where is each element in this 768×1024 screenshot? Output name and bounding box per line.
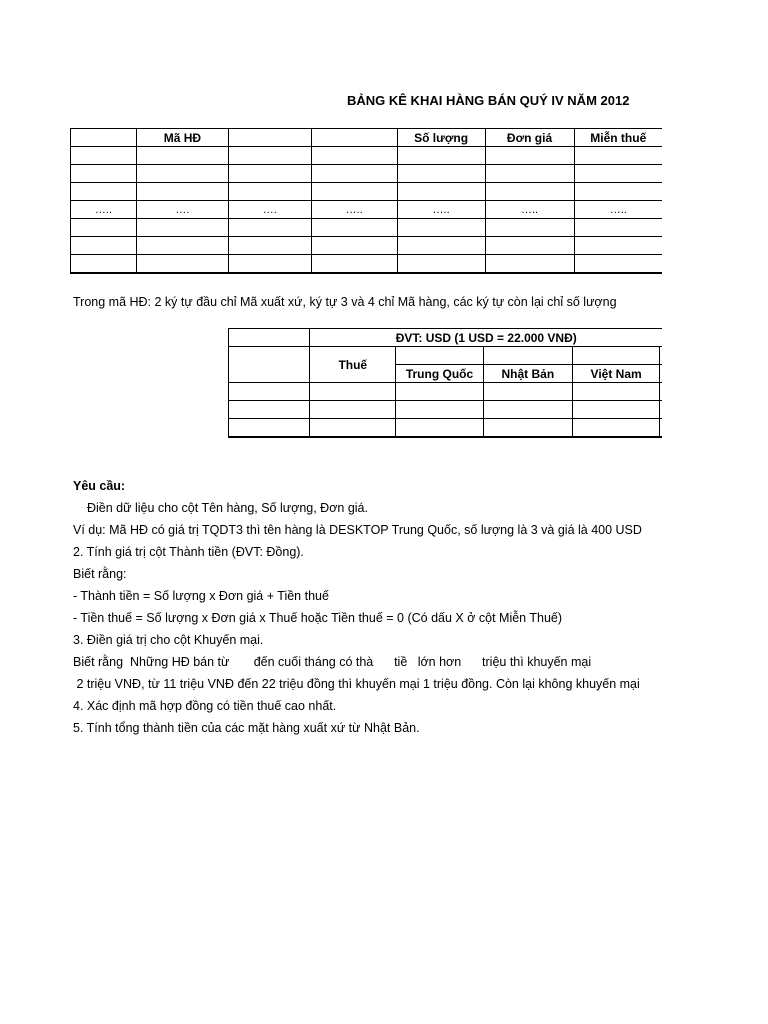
cell [229,329,310,347]
cell [397,219,485,237]
cell [574,237,662,255]
table-row [71,147,663,165]
cell [397,237,485,255]
cell [660,401,662,419]
table-row [71,255,663,274]
cell [310,419,396,438]
cell [228,147,311,165]
cell [485,165,574,183]
header-so-luong: Số lượng [397,129,485,147]
cell [311,147,397,165]
cell [483,401,572,419]
table-header-row [229,347,663,365]
cell [311,255,397,274]
cell [136,219,228,237]
table-header-row [71,129,663,147]
table-header-row [229,329,663,347]
table-row [229,383,663,401]
document-title: BẢNG KÊ KHAI HÀNG BÁN QUÝ IV NĂM 2012 [347,93,630,108]
ellipsis-cell: ….. [397,201,485,219]
cell [483,383,572,401]
cell [71,219,137,237]
cell [229,419,310,438]
requirements-heading: Yêu cầu: [73,479,126,493]
cell [574,219,662,237]
cell [396,419,484,438]
cell [485,237,574,255]
cell [396,383,484,401]
ellipsis-cell: …. [228,201,311,219]
cell [574,165,662,183]
header-thue: Thuế [310,347,396,383]
cell [396,347,484,365]
cell [483,347,572,365]
cell [229,401,310,419]
unit-header: ĐVT: USD (1 USD = 22.000 VNĐ) [310,329,662,347]
requirement-line: Điền dữ liệu cho cột Tên hàng, Số lượng, Đơn giá. [87,501,368,515]
cell [311,219,397,237]
cell [310,401,396,419]
requirement-line: - Thành tiền = Số lượng x Đơn giá + Tiền thuế [73,589,329,603]
cell [136,255,228,274]
header-ma-hd: Mã HĐ [136,129,228,147]
cell [229,383,310,401]
header-viet-nam: Việt Nam [572,365,660,383]
requirement-line: 2 triệu VNĐ, từ 11 triệu VNĐ đến 22 triệu đồng thì khuyến mại 1 triệu đồng. Còn lại không khuyến mại [73,677,640,691]
header-don-gia: Đơn giá [485,129,574,147]
cell [485,147,574,165]
cell [310,383,396,401]
ellipsis-cell: …. [136,201,228,219]
ellipsis-cell: ….. [574,201,662,219]
cell [660,365,662,383]
cell [397,165,485,183]
cell [485,255,574,274]
table-row [71,237,663,255]
header-cell [71,129,137,147]
cell [660,383,662,401]
requirement-line: 5. Tính tổng thành tiền của các mặt hàng xuất xứ từ Nhật Bản. [73,721,420,735]
cell [572,383,660,401]
cell [136,165,228,183]
cell [228,183,311,201]
requirement-line: Ví dụ: Mã HĐ có giá trị TQDT3 thì tên hàng là DESKTOP Trung Quốc, số lượng là 3 và giá là 400 USD [73,523,642,537]
cell [660,419,662,438]
header-nhat-ban: Nhật Bản [483,365,572,383]
cell [311,183,397,201]
table-row [71,165,663,183]
cell [397,183,485,201]
header-trung-quoc: Trung Quốc [396,365,484,383]
requirement-line: 4. Xác định mã hợp đồng có tiền thuế cao nhất. [73,699,337,713]
table-row [71,183,663,201]
cell [229,347,310,383]
requirement-line: Biết rằng: [73,567,127,581]
cell [574,255,662,274]
cell [396,401,484,419]
requirement-line: 3. Điền giá trị cho cột Khuyến mại. [73,633,264,647]
cell [311,165,397,183]
cell [574,147,662,165]
cell [228,237,311,255]
sales-table [70,128,662,274]
cell [483,419,572,438]
cell [228,255,311,274]
cell [311,237,397,255]
header-cell [311,129,397,147]
table-row [229,419,663,438]
table-row [229,401,663,419]
tax-table [228,328,662,438]
ellipsis-cell: ….. [485,201,574,219]
table-row [71,219,663,237]
cell [71,165,137,183]
cell [572,347,660,365]
cell [71,255,137,274]
cell [485,219,574,237]
cell [136,183,228,201]
requirement-line: Biết rằng Những HĐ bán từ đến cuối tháng có thà tiề lớn hơn triệu thì khuyến mại [73,655,592,669]
cell [71,147,137,165]
cell [574,183,662,201]
ellipsis-cell: ….. [311,201,397,219]
requirement-line: - Tiền thuế = Số lượng x Đơn giá x Thuế hoặc Tiền thuế = 0 (Có dấu X ở cột Miễn Thuế) [73,611,563,625]
cell [71,237,137,255]
note-text: Trong mã HĐ: 2 ký tự đầu chỉ Mã xuất xứ, ký tự 3 và 4 chỉ Mã hàng, các ký tự còn lại chỉ số lượng [73,295,617,309]
cell [136,237,228,255]
ellipsis-cell: ….. [71,201,137,219]
cell [485,183,574,201]
table-row-ellipsis [71,201,663,219]
cell [228,219,311,237]
requirement-line: 2. Tính giá trị cột Thành tiền (ĐVT: Đồng). [73,545,304,559]
header-cell [228,129,311,147]
cell [660,347,662,365]
cell [228,165,311,183]
cell [71,183,137,201]
cell [136,147,228,165]
cell [397,255,485,274]
cell [572,419,660,438]
cell [397,147,485,165]
header-mien-thue: Miễn thuế [574,129,662,147]
cell [572,401,660,419]
